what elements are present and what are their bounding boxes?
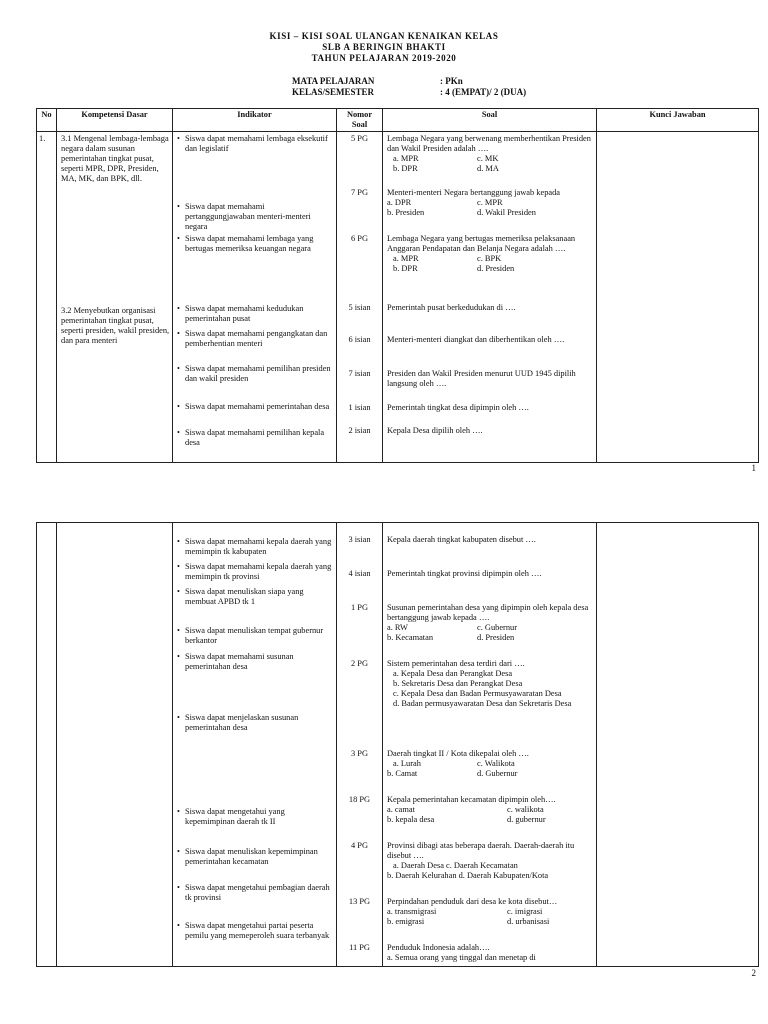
question-number: 7 PG bbox=[351, 188, 368, 197]
col-header-no: No bbox=[37, 109, 57, 132]
question-text: Kepala daerah tingkat kabupaten disebut …. bbox=[387, 535, 536, 544]
row-number: 1. bbox=[39, 134, 46, 143]
col-header-kd: Kompetensi Dasar bbox=[57, 109, 173, 132]
indicator-item: • Siswa dapat memahami pemerintahan desa bbox=[177, 402, 330, 411]
grid-table-page-2 bbox=[36, 522, 759, 967]
question-number: 5 isian bbox=[348, 303, 371, 312]
question-text: Pemerintah tingkat desa dipimpin oleh …. bbox=[387, 403, 529, 412]
question-text: Sistem pemerintahan desa terdiri dari …. a. Kepala Desa dan Perangkat Desa b. Sekretaris Desa dan Perangkat Desa c. Kepala Desa dan Badan Permusyawaratan Desa d. Badan permusyawaratan Desa dan Sekretaris Desa bbox=[387, 659, 572, 708]
indicator-item: • Siswa dapat menuliskan tempat gubernur berkantor bbox=[177, 626, 324, 645]
question-text: Penduduk Indonesia adalah…. a. Semua orang yang tinggal dan menetap di bbox=[387, 943, 536, 962]
subject-label: MATA PELAJARAN bbox=[292, 76, 375, 86]
question-number: 6 isian bbox=[348, 335, 371, 344]
page-number: 2 bbox=[751, 968, 756, 978]
row-number-cell bbox=[37, 523, 57, 967]
question-text: Kepala pemerintahan kecamatan dipimpin oleh…. a. camat c. walikota b. kepala desa d. gubernur bbox=[387, 795, 556, 824]
question-number: 3 PG bbox=[351, 749, 368, 758]
table-header-row bbox=[37, 109, 759, 132]
indicator-item: • Siswa dapat menuliskan siapa yang membuat APBD tk 1 bbox=[177, 587, 304, 606]
question-text: Lembaga Negara yang berwenang memberhentikan Presiden dan Wakil Presiden adalah …. a. MPR c. MK b. DPR d. MA bbox=[387, 134, 591, 173]
kd-cell bbox=[57, 523, 173, 967]
indicator-item: • Siswa dapat mengetahui pembagian daerah tk provinsi bbox=[177, 883, 330, 902]
col-header-kunci: Kunci Jawaban bbox=[597, 109, 759, 132]
question-text: Menteri-menteri diangkat dan diberhentikan oleh …. bbox=[387, 335, 565, 344]
indicator-item: • Siswa dapat memahami susunan pemerintahan desa bbox=[177, 652, 294, 671]
question-number: 1 isian bbox=[348, 403, 371, 412]
indicator-item: • Siswa dapat memahami kepala daerah yang memimpin tk provinsi bbox=[177, 562, 332, 581]
indicator-item: • Siswa dapat mengetahui yang kepemimpinan daerah tk II bbox=[177, 807, 285, 826]
question-text: Pemerintah tingkat provinsi dipimpin oleh …. bbox=[387, 569, 542, 578]
table-row bbox=[37, 523, 759, 967]
kd-text: 3.1 Mengenal lembaga-lembaga negara dalam susunan pemerintahan tingkat pusat, seperti MPR, DPR, Presiden, MA, MK, dan BPK, dll. bbox=[61, 134, 169, 183]
page-number: 1 bbox=[751, 463, 756, 473]
indicator-item: • Siswa dapat menjelaskan susunan pemerintahan desa bbox=[177, 713, 299, 732]
answer-key-cell bbox=[597, 132, 759, 463]
question-number: 18 PG bbox=[348, 795, 371, 804]
question-text: Presiden dan Wakil Presiden menurut UUD 1945 dipilih langsung oleh …. bbox=[387, 369, 576, 388]
indicator-item: • Siswa dapat memahami kedudukan pemerintahan pusat bbox=[177, 304, 304, 323]
indicator-item: • Siswa dapat menuliskan kepemimpinan pemerintahan kecamatan bbox=[177, 847, 318, 866]
indicator-item: • Siswa dapat mengetahui partai peserta pemilu yang memeperoleh suara terbanyak bbox=[177, 921, 330, 940]
question-number: 3 isian bbox=[348, 535, 371, 544]
school-name: SLB A BERINGIN BHAKTI bbox=[322, 42, 446, 52]
document-title: KISI – KISI SOAL ULANGAN KENAIKAN KELAS bbox=[269, 31, 499, 41]
indicator-item: • Siswa dapat memahami lembaga yang bertugas memeriksa keuangan negara bbox=[177, 234, 314, 253]
question-text: Daerah tingkat II / Kota dikepalai oleh …. a. Lurah c. Walikota b. Camat d. Gubernur bbox=[387, 749, 529, 778]
answer-key-cell bbox=[597, 523, 759, 967]
question-text: Menteri-menteri Negara bertanggung jawab kepada a. DPR c. MPR b. Presiden d. Wakil Presiden bbox=[387, 188, 561, 217]
table-row bbox=[37, 132, 759, 463]
indicator-item: • Siswa dapat memahami pemilihan presiden dan wakil presiden bbox=[177, 364, 331, 383]
indicator-item: • Siswa dapat memahami pertanggungjawaban menteri-menteri negara bbox=[177, 202, 311, 231]
question-number: 1 PG bbox=[351, 603, 368, 612]
question-text: Perpindahan penduduk dari desa ke kota disebut… a. transmigrasi c. imigrasi b. emigrasi d. urbanisasi bbox=[387, 897, 558, 926]
kd-text: 3.2 Menyebutkan organisasi pemerintahan tingkat pusat, seperti presiden, wakil presiden, dan para menteri bbox=[61, 306, 170, 345]
question-number: 7 isian bbox=[348, 369, 371, 378]
indicator-item: • Siswa dapat memahami kepala daerah yang memimpin tk kabupaten bbox=[177, 537, 332, 556]
question-number: 13 PG bbox=[348, 897, 371, 906]
class-value: : 4 (EMPAT)/ 2 (DUA) bbox=[440, 87, 527, 97]
indicator-item: • Siswa dapat memahami pemilihan kepala desa bbox=[177, 428, 325, 447]
question-text: Susunan pemerintahan desa yang dipimpin oleh kepala desa bertanggung jawab kepada …. a. RW c. Gubernur b. Kecamatan d. Presiden bbox=[387, 603, 589, 642]
academic-year: TAHUN PELAJARAN 2019-2020 bbox=[311, 53, 457, 63]
question-number: 2 PG bbox=[351, 659, 368, 668]
indicator-item: • Siswa dapat memahami lembaga eksekutif dan legislatif bbox=[177, 134, 328, 153]
question-text: Lembaga Negara yang bertugas memeriksa pelaksanaan Anggaran Pendapatan dan Belanja Negara adalah …. a. MPR c. BPK b. DPR d. Presiden bbox=[387, 234, 576, 273]
question-number: 11 PG bbox=[349, 943, 370, 952]
class-label: KELAS/SEMESTER bbox=[292, 87, 375, 97]
question-number: 2 isian bbox=[348, 426, 371, 435]
col-header-soal: Soal bbox=[383, 109, 597, 132]
question-number: 6 PG bbox=[351, 234, 368, 243]
indicator-item: • Siswa dapat memahami pengangkatan dan pemberhentian menteri bbox=[177, 329, 328, 348]
question-text: Pemerintah pusat berkedudukan di …. bbox=[387, 303, 516, 312]
question-number: 4 isian bbox=[348, 569, 371, 578]
question-number: 4 PG bbox=[351, 841, 368, 850]
question-text: Provinsi dibagi atas beberapa daerah. Daerah-daerah itu disebut …. a. Daerah Desa c. Daerah Kecamatan b. Daerah Kelurahan d. Daerah Kabupaten/Kota bbox=[387, 841, 575, 880]
subject-value: : PKn bbox=[440, 76, 463, 86]
col-header-indikator: Indikator bbox=[173, 109, 337, 132]
col-header-nomor: Nomor Soal bbox=[337, 109, 383, 132]
grid-table-page-1 bbox=[36, 108, 759, 463]
question-number: 5 PG bbox=[351, 134, 368, 143]
question-text: Kepala Desa dipilih oleh …. bbox=[387, 426, 483, 435]
